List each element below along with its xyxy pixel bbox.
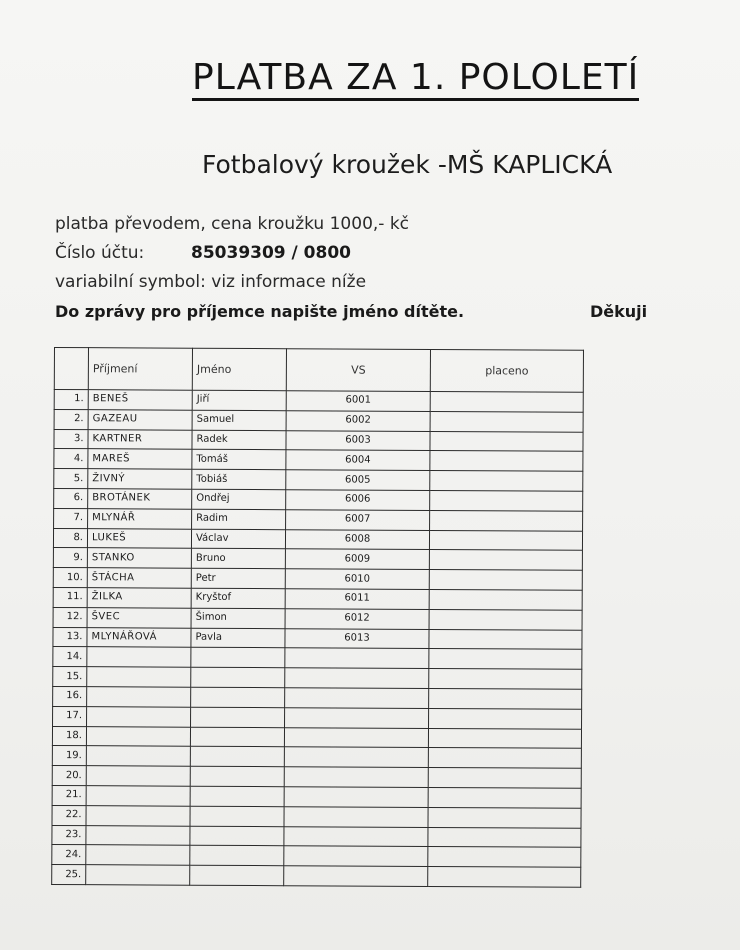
cell-number: 5.: [54, 469, 88, 489]
table-row: [53, 528, 582, 551]
cell-name: Ondřej: [192, 489, 286, 509]
cell-paid: [429, 609, 582, 630]
cell-vs: [284, 806, 428, 827]
cell-name: [191, 707, 285, 727]
cell-name: Radek: [192, 430, 286, 450]
cell-vs: [284, 727, 428, 748]
cell-surname: ŽIVNÝ: [88, 469, 192, 489]
cell-paid: [430, 471, 583, 492]
cell-paid: [430, 490, 583, 511]
table-row: [53, 587, 582, 610]
cell-surname: [87, 647, 191, 667]
header-paid: placeno: [430, 349, 583, 392]
cell-name: Tomáš: [192, 450, 286, 470]
table-row: [53, 706, 582, 729]
table-row: [54, 429, 583, 452]
cell-vs: 6004: [286, 450, 430, 471]
cell-vs: [284, 826, 428, 847]
cell-paid: [429, 649, 582, 670]
cell-surname: [86, 766, 190, 786]
cell-number: 18.: [52, 726, 86, 746]
table-row: [52, 845, 581, 868]
cell-name: [190, 727, 284, 747]
cell-paid: [428, 728, 581, 749]
cell-name: Bruno: [191, 549, 285, 569]
cell-number: 14.: [53, 647, 87, 667]
cell-vs: [284, 846, 428, 867]
cell-vs: [284, 787, 428, 808]
cell-paid: [429, 530, 582, 551]
cell-surname: MLYNÁŘ: [88, 508, 192, 528]
cell-surname: ŠTÁCHA: [87, 568, 191, 588]
cell-surname: [86, 865, 190, 885]
cell-paid: [429, 550, 582, 571]
table-row: [53, 548, 582, 571]
cell-name: [190, 846, 284, 866]
cell-name: Kryštof: [191, 588, 285, 608]
table-row: [53, 568, 582, 591]
cell-surname: STANKO: [87, 548, 191, 568]
cell-vs: 6007: [286, 509, 430, 530]
cell-number: 1.: [54, 390, 88, 410]
table-row: [54, 508, 583, 531]
cell-name: [190, 865, 284, 885]
payment-info: platba převodem, cena kroužku 1000,- kč: [55, 214, 410, 234]
cell-surname: GAZEAU: [88, 409, 192, 429]
cell-surname: [87, 687, 191, 707]
table-row: [54, 488, 583, 511]
table-row: [54, 390, 583, 413]
cell-vs: 6006: [286, 490, 430, 511]
cell-number: 6.: [54, 488, 88, 508]
cell-paid: [430, 431, 583, 452]
table-row: [53, 647, 582, 670]
cell-vs: [284, 747, 428, 768]
cell-vs: 6002: [286, 411, 430, 432]
cell-vs: 6001: [286, 391, 430, 412]
account-number: 85039309 / 0800: [191, 243, 351, 263]
cell-paid: [430, 451, 583, 472]
cell-surname: [86, 805, 190, 825]
cell-name: [190, 747, 284, 767]
cell-name: Václav: [191, 529, 285, 549]
cell-number: 22.: [52, 805, 86, 825]
cell-paid: [428, 807, 581, 828]
cell-surname: ŽILKA: [87, 588, 191, 608]
cell-vs: 6008: [285, 529, 429, 550]
table-row: [54, 409, 583, 432]
cell-name: [190, 806, 284, 826]
cell-name: Petr: [191, 568, 285, 588]
header-vs: VS: [286, 349, 430, 392]
cell-paid: [428, 748, 581, 769]
table-row: [53, 627, 582, 650]
cell-number: 16.: [53, 686, 87, 706]
header-number: [54, 348, 88, 390]
cell-paid: [428, 787, 581, 808]
cell-paid: [429, 688, 582, 709]
cell-number: 20.: [52, 766, 86, 786]
cell-vs: 6005: [286, 470, 430, 491]
cell-number: 15.: [53, 667, 87, 687]
cell-number: 21.: [52, 785, 86, 805]
cell-paid: [428, 768, 581, 789]
cell-vs: 6010: [285, 569, 429, 590]
table-row: [52, 805, 581, 828]
cell-number: 9.: [53, 548, 87, 568]
variable-symbol-info: variabilní symbol: viz informace níže: [55, 272, 367, 292]
table-row: [52, 865, 581, 888]
cell-surname: LUKEŠ: [87, 528, 191, 548]
cell-name: [191, 648, 285, 668]
cell-vs: [285, 707, 429, 728]
cell-name: Samuel: [192, 410, 286, 430]
table-row: [53, 607, 582, 630]
cell-surname: [86, 786, 190, 806]
cell-number: 24.: [52, 845, 86, 865]
table-row: [52, 726, 581, 749]
table-row: [52, 766, 581, 789]
cell-name: Šimon: [191, 608, 285, 628]
cell-surname: [87, 706, 191, 726]
cell-number: 13.: [53, 627, 87, 647]
header-name: Jméno: [192, 348, 286, 390]
cell-paid: [430, 510, 583, 531]
cell-vs: 6003: [286, 430, 430, 451]
cell-vs: [285, 688, 429, 709]
table-row: [53, 667, 582, 690]
cell-surname: [86, 825, 190, 845]
document-title: PLATBA ZA 1. POLOLETÍ: [192, 58, 639, 101]
cell-name: Radim: [192, 509, 286, 529]
table-body: [52, 390, 584, 888]
account-label: Číslo účtu:: [55, 243, 145, 263]
cell-number: 12.: [53, 607, 87, 627]
cell-name: [190, 826, 284, 846]
cell-number: 23.: [52, 825, 86, 845]
table-row: [52, 746, 581, 769]
cell-surname: [86, 726, 190, 746]
cell-vs: 6012: [285, 608, 429, 629]
cell-number: 17.: [53, 706, 87, 726]
cell-surname: MLYNÁŘOVÁ: [87, 627, 191, 647]
cell-paid: [428, 847, 581, 868]
document-subtitle: Fotbalový kroužek -MŠ KAPLICKÁ: [202, 150, 613, 179]
cell-number: 8.: [53, 528, 87, 548]
cell-paid: [430, 391, 583, 412]
cell-surname: [87, 667, 191, 687]
cell-paid: [429, 669, 582, 690]
cell-number: 2.: [54, 409, 88, 429]
cell-number: 4.: [54, 449, 88, 469]
cell-name: Pavla: [191, 628, 285, 648]
cell-vs: [284, 866, 428, 887]
cell-paid: [429, 708, 582, 729]
cell-vs: [285, 668, 429, 689]
cell-surname: [86, 845, 190, 865]
payment-table: [51, 347, 584, 888]
cell-name: Tobiáš: [192, 469, 286, 489]
table-row: [54, 469, 583, 492]
table-header-row: [54, 348, 583, 393]
cell-number: 25.: [52, 865, 86, 885]
cell-vs: 6011: [285, 589, 429, 610]
thanks-text: Děkuji: [590, 302, 648, 321]
table-row: [52, 825, 581, 848]
cell-number: 3.: [54, 429, 88, 449]
cell-paid: [429, 629, 582, 650]
cell-surname: BENEŠ: [88, 390, 192, 410]
table-row: [52, 785, 581, 808]
cell-paid: [429, 589, 582, 610]
cell-vs: 6009: [285, 549, 429, 570]
cell-name: Jiří: [192, 390, 286, 410]
cell-name: [190, 786, 284, 806]
cell-vs: [284, 767, 428, 788]
cell-paid: [428, 867, 581, 888]
cell-vs: [285, 648, 429, 669]
cell-number: 10.: [53, 568, 87, 588]
cell-surname: [86, 746, 190, 766]
cell-surname: KARTNER: [88, 429, 192, 449]
cell-number: 19.: [52, 746, 86, 766]
cell-paid: [430, 411, 583, 432]
cell-name: [190, 766, 284, 786]
cell-surname: ŠVEC: [87, 607, 191, 627]
cell-surname: BROTÁNEK: [88, 489, 192, 509]
payment-note: Do zprávy pro příjemce napište jméno dítěte.: [55, 302, 465, 321]
table-row: [54, 449, 583, 472]
cell-paid: [429, 570, 582, 591]
cell-surname: MAREŠ: [88, 449, 192, 469]
header-surname: Příjmení: [88, 348, 192, 391]
table-row: [53, 686, 582, 709]
cell-name: [191, 687, 285, 707]
cell-paid: [428, 827, 581, 848]
cell-name: [191, 667, 285, 687]
cell-number: 11.: [53, 587, 87, 607]
cell-vs: 6013: [285, 628, 429, 649]
cell-number: 7.: [54, 508, 88, 528]
